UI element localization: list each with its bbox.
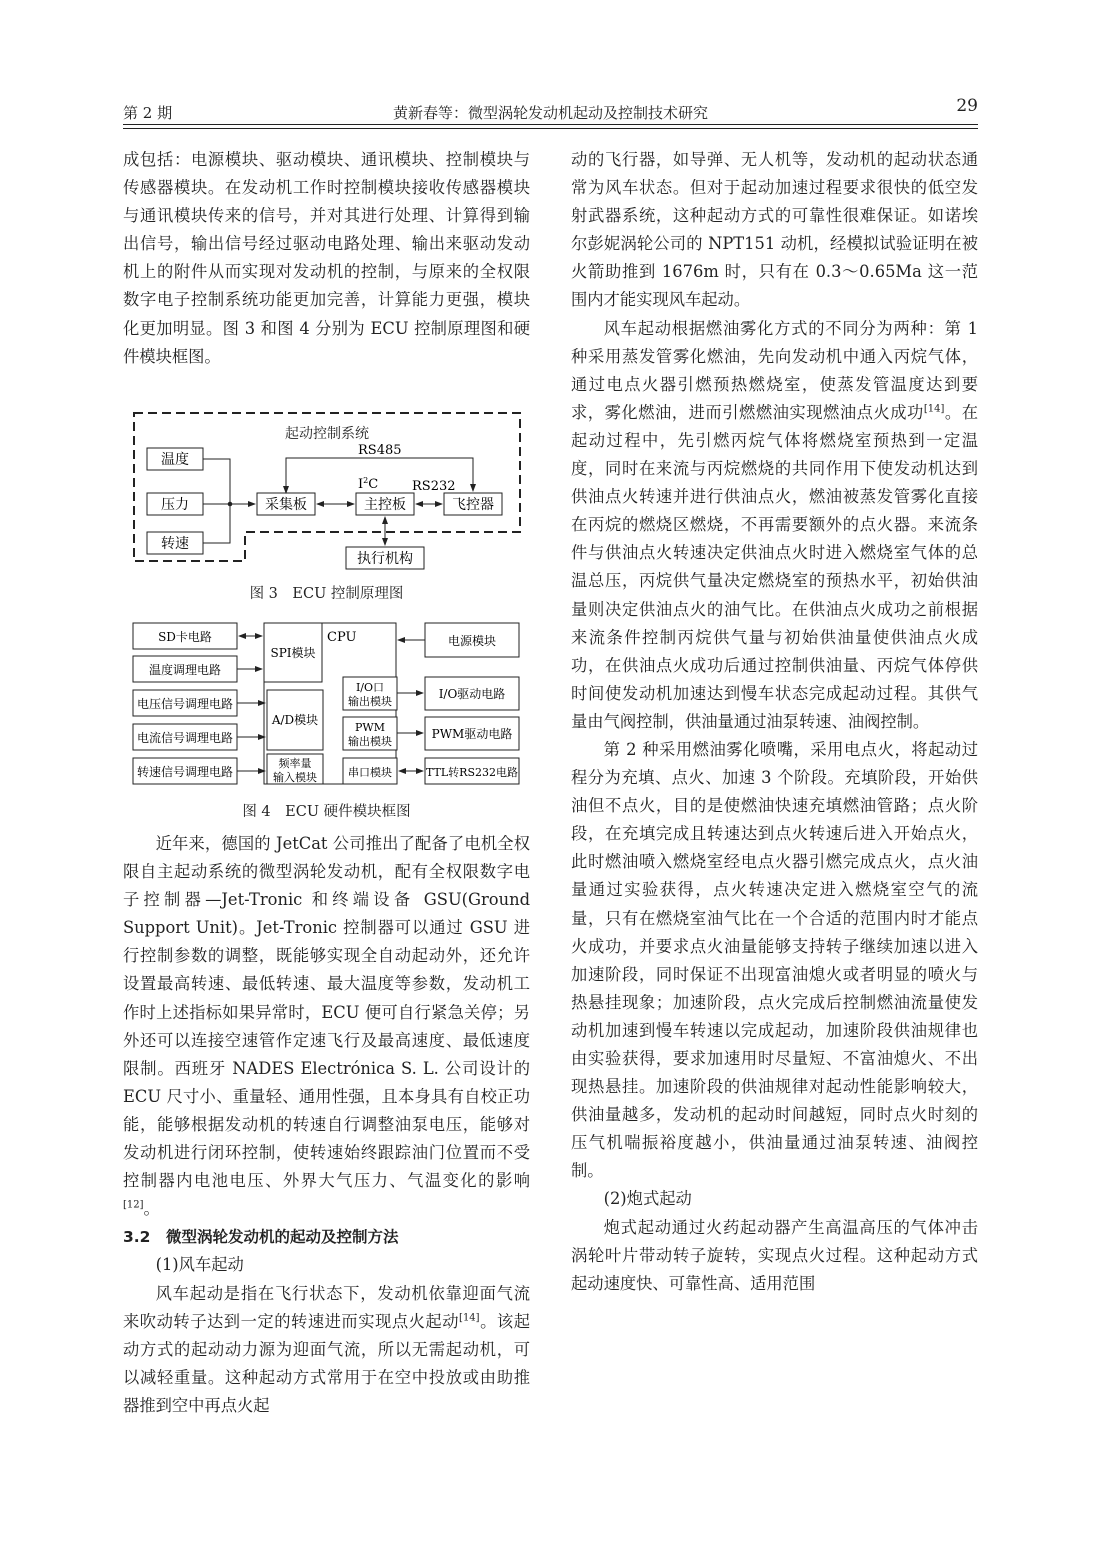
flight-controller-box [444, 493, 502, 515]
speed-box [147, 532, 203, 554]
header-rule-thin [123, 128, 978, 129]
svg-text:I/O驱动电路: I/O驱动电路 [438, 687, 506, 701]
page-number: 29 [956, 96, 978, 116]
io-module-box [343, 677, 397, 710]
paragraph: 风车起动根据燃油雾化方式的不同分为两种：第 1 种采用蒸发管雾化燃油，先向发动机中通入丙烷气体，通过电点火器引燃预热燃烧室，使蒸发管温度达到要求，雾化燃油，进而引燃燃油实现燃油点火成功[14]。在起动过程中，先引燃丙烷气体将燃烧室预热到一定温度，同时在来流与丙烷燃烧的共同作用下使发动机达到供油点火转速并进行供油点火，燃油被蒸发管雾化直接在丙烷的燃烧区燃烧，不再需要额外的点火器。来流条件与供油点火转速决定供油点火时进入燃烧室气体的总温总压，丙烷供气量决定燃烧室的预热水平，初始供油量则决定供油点火的油气比。在供油点火成功之前根据来流条件控制丙烷供气量与初始供油量使供油点火成功，在供油点火成功后通过控制供油量、丙烷气体停供时间使发动机加速达到慢车状态完成起动过程。其供气量由气阀控制，供油量通过油泵转速、油阀控制。 [571, 318, 978, 731]
svg-text:PWM驱动电路: PWM驱动电路 [431, 727, 513, 741]
paragraph: 成包括：电源模块、驱动模块、通讯模块、控制模块与传感器模块。在发动机工作时控制模块接收传感器模块与通讯模块传来的信号，并对其进行处理、计算得到输出信号，输出信号经过驱动电路处理、输出来驱动发动机上的附件从而实现对发动机的控制，与原来的全权限数字电子控制系统功能更加完善，计算能力更强，模块化更加明显。图 3 和图 4 分别为 ECU 控制原理图和硬件模块框图。 [123, 150, 530, 366]
pwm-driver-box [425, 717, 519, 750]
svg-text:TTL转RS232电路: TTL转RS232电路 [426, 766, 518, 779]
ttl-rs232-box [425, 758, 519, 784]
main-board-box [356, 493, 414, 515]
main-board-label: 主控板 [364, 497, 406, 513]
speed-label: 转速 [161, 536, 189, 552]
temp-cond-box [133, 656, 237, 682]
serial-module-box [343, 758, 397, 784]
power-module-box [425, 623, 519, 657]
svg-text:输入模块: 输入模块 [273, 771, 317, 784]
paragraph: 第 2 种采用燃油雾化喷嘴，采用电点火，将起动过程分为充填、点火、加速 3 个阶段。充填阶段，开始供油但不点火，目的是使燃油快速充填燃油管路；点火阶段，在充填完成且转速达到点火转速后进入开始点火，此时燃油喷入燃烧室经电点火器引燃完成点火，点火油量通过实验获得，点火转速决定进入燃烧室空气的流量，只有在燃烧室油气比在一个合适的范围内时才能点火成功，并要求点火油量能够支持转子继续加速以进入加速阶段，同时保证不出现富油熄火或者明显的喷火与热悬挂现象；加速阶段，点火完成后控制燃油流量使发动机加速到慢车转速以完成起动，加速阶段供油规律也由实验获得，要求加速用时尽量短、不富油熄火、不出现热悬挂。加速阶段的供油规律对起动性能影响较大，供油量越多，发动机的起动时间越短，同时点火时刻的压气机喘振裕度越小，供油量通过油泵转速、油阀控制。 [571, 739, 978, 1181]
paragraph: 风车起动是指在飞行状态下，发动机依靠迎面气流来吹动转子达到一定的转速进而实现点火起动[14]。该起动方式的起动动力源为迎面气流，所以无需起动机，可以减轻重量。这种起动方式常用于在空中投放或由助推器推到空中再点火起 [123, 1283, 530, 1415]
spi-module-box [264, 623, 322, 682]
svg-text:PWM: PWM [355, 721, 385, 734]
volt-cond-box [133, 690, 237, 716]
svg-text:频率量: 频率量 [278, 757, 312, 770]
sd-card-box [133, 623, 237, 649]
pressure-label: 压力 [161, 497, 189, 513]
svg-text:电压信号调理电路: 电压信号调理电路 [136, 697, 234, 711]
system-label: 起动控制系统 [285, 426, 369, 442]
paragraph: 动的飞行器，如导弹、无人机等，发动机的起动状态通常为风车状态。但对于起动加速过程要求很快的低空发射武器系统，这种起动方式的可靠性很难保证。如诺埃尔彭妮涡轮公司的 NPT151 动机，经模拟试验证明在被火箭助推到 1676m 时，只有在 0.3～0.65Ma 这一范围内才能实现风车起动。 [571, 150, 978, 310]
subsection-heading: (1)风车起动 [155, 1255, 244, 1275]
temp-box [147, 448, 203, 470]
right-column [571, 146, 978, 1298]
svg-text:串口模块: 串口模块 [348, 766, 392, 779]
svg-text:SD卡电路: SD卡电路 [158, 630, 212, 644]
temp-label: 温度 [161, 452, 189, 468]
header-rule [123, 124, 978, 125]
actuator-label: 执行机构 [357, 551, 413, 567]
rs485-label: RS485 [358, 443, 402, 458]
actuator-box [346, 547, 424, 569]
running-header [123, 96, 978, 124]
curr-cond-box [133, 724, 237, 750]
left-column-top [123, 146, 530, 371]
figure-3-ecu-control-diagram [130, 410, 525, 575]
figure-4-ecu-hardware-diagram [130, 620, 525, 790]
citation: [14] [923, 403, 945, 415]
flight-controller-label: 飞控器 [452, 497, 494, 513]
svg-text:温度调理电路: 温度调理电路 [148, 663, 222, 677]
i2c-label: $I^2C$ [358, 476, 379, 492]
issue-number: 第 2 期 [123, 104, 173, 122]
pressure-box [147, 493, 203, 515]
left-column-bottom [123, 830, 530, 1420]
svg-text:输出模块: 输出模块 [348, 695, 392, 708]
acquisition-board-label: 采集板 [265, 497, 307, 513]
svg-text:电流信号调理电路: 电流信号调理电路 [136, 731, 234, 745]
citation: [14] [459, 1312, 480, 1324]
figure-3-caption: 图 3 ECU 控制原理图 [249, 586, 404, 602]
io-driver-box [425, 677, 519, 710]
acquisition-board-box [257, 493, 315, 515]
subsection-heading: (2)炮式起动 [603, 1189, 692, 1209]
freq-module-box [267, 754, 323, 784]
running-title: 黄新春等：微型涡轮发动机起动及控制技术研究 [392, 104, 708, 122]
svg-text:A/D模块: A/D模块 [271, 713, 319, 727]
citation: [12] [123, 1199, 144, 1211]
rs232-label: RS232 [412, 479, 456, 494]
svg-text:SPI模块: SPI模块 [270, 646, 316, 660]
section-heading: 3.2 微型涡轮发动机的起动及控制方法 [123, 1228, 399, 1247]
svg-text:I/O口: I/O口 [355, 681, 385, 694]
speed-cond-box [133, 758, 237, 784]
ad-module-box [267, 690, 323, 750]
svg-text:转速信号调理电路: 转速信号调理电路 [136, 765, 234, 779]
figure-4-caption: 图 4 ECU 硬件模块框图 [242, 804, 411, 820]
svg-text:电源模块: 电源模块 [447, 634, 497, 648]
paragraph: 近年来，德国的 JetCat 公司推出了配备了电机全权限自主起动系统的微型涡轮发动机，配有全权限数字电子控制器—Jet-Tronic 和终端设备 GSU(Ground Support Unit)。Jet-Tronic 控制器可以通过 GSU 进行控制参数的调整，既能够实现全自动起动外，还允许设置最高转速、最低转速、最大温度等参数，发动机工作时上述指标如果异常时，ECU 便可自行紧急关停；另外还可以连接空速管作定速飞行及最高速度、最低速度限制。西班牙 NADES Electrónica S. L. 公司设计的 ECU 尺寸小、重量轻、通用性强，且本身具有自校正功能，能够根据发动机的转速自行调整油泵电压，能够对发动机进行闭环控制，使转速始终跟踪油门位置而不受控制器内电池电压、外界大气压力、气温变化的影响[12]。 [123, 834, 530, 1219]
pwm-module-box [343, 717, 397, 750]
paragraph: 炮式起动通过火药起动器产生高温高压的气体冲击涡轮叶片带动转子旋转，实现点火过程。这种起动方式起动速度快、可靠性高、适用范围 [571, 1217, 978, 1293]
svg-text:输出模块: 输出模块 [348, 735, 392, 748]
cpu-label: CPU [327, 630, 357, 645]
